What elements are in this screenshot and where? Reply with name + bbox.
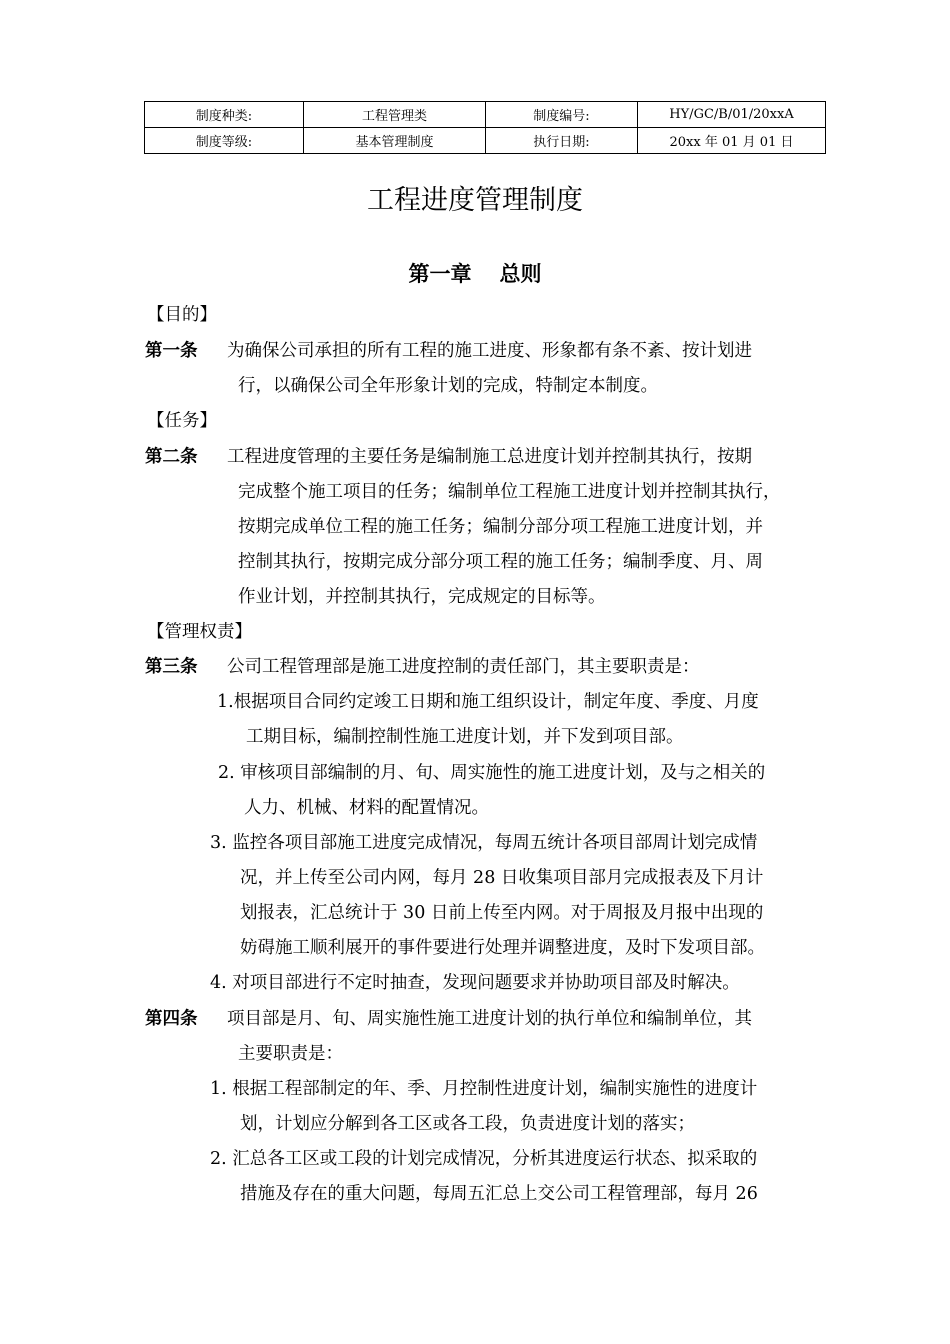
- article-4-item-2-cont: 措施及存在的重大问题，每周五汇总上交公司工程管理部，每月 26: [240, 1184, 758, 1204]
- chapter-name: 总则: [499, 262, 542, 286]
- article-4-item-1-cont: 划，计划应分解到各工区或各工段，负责进度计划的落实；: [240, 1114, 695, 1134]
- level-value: 基本管理制度: [304, 128, 486, 154]
- regulation-info-table: [144, 101, 826, 154]
- article-1-line: 行，以确保公司全年形象计划的完成，特制定本制度。: [238, 376, 658, 396]
- article-3-item-1: 1.根据项目合同约定竣工日期和施工组织设计，制定年度、季度、月度: [217, 692, 759, 712]
- document-title: 工程进度管理制度: [367, 185, 583, 216]
- article-2-label: 第二条: [145, 447, 198, 467]
- article-4-line: 主要职责是：: [238, 1044, 343, 1064]
- category-value: 工程管理类: [304, 102, 486, 128]
- date-label: 执行日期:: [486, 128, 638, 154]
- table-row: [145, 128, 826, 154]
- chapter-number: 第一章: [408, 262, 472, 286]
- code-label: 制度编号:: [486, 102, 638, 128]
- article-3-item-1-cont: 工期目标，编制控制性施工进度计划，并下发到项目部。: [246, 727, 684, 747]
- article-2-line: 工程进度管理的主要任务是编制施工总进度计划并控制其执行，按期: [227, 447, 752, 467]
- article-2-line: 控制其执行，按期完成分部分项工程的施工任务；编制季度、月、周: [238, 552, 763, 572]
- article-1-label: 第一条: [145, 341, 198, 361]
- article-3-item-3-cont: 划报表，汇总统计于 30 日前上传至内网。对于周报及月报中出现的: [240, 903, 764, 923]
- article-2-line: 完成整个施工项目的任务；编制单位工程施工进度计划并控制其执行，: [238, 482, 781, 502]
- article-4-item-2: 2. 汇总各工区或工段的计划完成情况，分析其进度运行状态、拟采取的: [210, 1149, 758, 1169]
- date-value: 20xx 年 01 月 01 日: [638, 128, 826, 154]
- article-4-line: 项目部是月、旬、周实施性施工进度计划的执行单位和编制单位，其: [227, 1009, 752, 1029]
- article-3-item-3: 3. 监控各项目部施工进度完成情况，每周五统计各项目部周计划完成情: [210, 833, 758, 853]
- category-label: 制度种类:: [145, 102, 304, 128]
- article-4-item-1: 1. 根据工程部制定的年、季、月控制性进度计划，编制实施性的进度计: [210, 1079, 758, 1099]
- article-2-line: 按期完成单位工程的施工任务；编制分部分项工程施工进度计划，并: [238, 517, 763, 537]
- section-purpose: 【目的】: [147, 305, 217, 325]
- article-3-intro: 公司工程管理部是施工进度控制的责任部门，其主要职责是：: [227, 657, 700, 677]
- article-4-label: 第四条: [145, 1009, 198, 1029]
- article-2-line: 作业计划，并控制其执行，完成规定的目标等。: [238, 587, 606, 607]
- table-row: [145, 102, 826, 128]
- article-3-item-2: 2. 审核项目部编制的月、旬、周实施性的施工进度计划，及与之相关的: [218, 763, 766, 783]
- section-tasks: 【任务】: [147, 411, 217, 431]
- article-3-item-3-cont: 妨碍施工顺利展开的事件要进行处理并调整进度，及时下发项目部。: [240, 938, 765, 958]
- article-3-item-4: 4. 对项目部进行不定时抽查，发现问题要求并协助项目部及时解决。: [210, 973, 740, 993]
- code-value: HY/GC/B/01/20xxA: [638, 102, 826, 128]
- level-label: 制度等级:: [145, 128, 304, 154]
- section-duties: 【管理权责】: [147, 622, 252, 642]
- chapter-heading: [0, 258, 950, 288]
- article-3-item-2-cont: 人力、机械、材料的配置情况。: [244, 798, 489, 818]
- article-3-label: 第三条: [145, 657, 198, 677]
- article-3-item-3-cont: 况，并上传至公司内网，每月 28 日收集项目部月完成报表及下月计: [240, 868, 764, 888]
- article-1-line: 为确保公司承担的所有工程的施工进度、形象都有条不紊、按计划进: [227, 341, 752, 361]
